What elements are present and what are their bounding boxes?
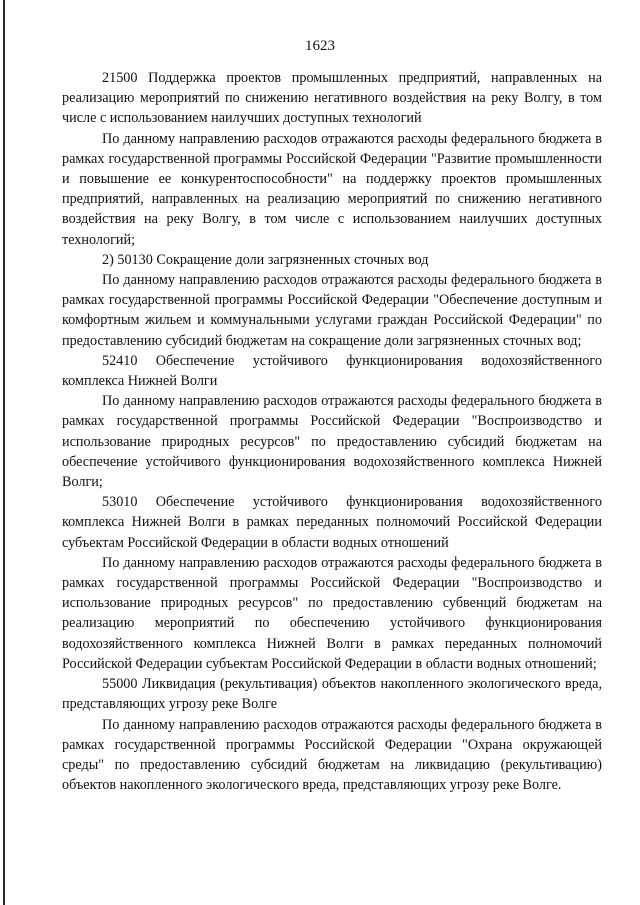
document-body (62, 68, 602, 795)
page-number: 1623 (305, 38, 335, 54)
paragraph-55000-heading: 55000 Ликвидация (рекультивация) объектов накопленного экологического вреда, представляющих угрозу реке Волге (62, 676, 602, 713)
paragraph-21500-description: По данному направлению расходов отражаются расходы федерального бюджета в рамках государственной программы Российской Федерации "Развитие промышленности и повышение ее конкурентоспособности" на поддержку проектов промышленных предприятий, направленных на реализацию мероприятий по снижению негативного воздействия на реку Волгу, в том числе с использованием наилучших доступных технологий; (62, 130, 602, 248)
scan-edge-line (3, 0, 5, 905)
paragraph-52410-heading: 52410 Обеспечение устойчивого функционирования водохозяйственного комплекса Нижней Волги (62, 352, 602, 390)
paragraph-21500-heading: 21500 Поддержка проектов промышленных предприятий, направленных на реализацию мероприятий по снижению негативного воздействия на реку Волгу, в том числе с использованием наилучших доступных технологий (62, 70, 602, 127)
paragraph-55000-description: По данному направлению расходов отражаются расходы федерального бюджета в рамках государственной программы Российской Федерации "Охрана окружающей среды" по предоставлению субсидий бюджетам на ликвидацию (рекультивацию) объектов накопленного экологического вреда, представляющих угрозу реке Волге. (62, 716, 602, 794)
paragraph-52410-description: По данному направлению расходов отражаются расходы федерального бюджета в рамках государственной программы Российской Федерации "Воспроизводство и использование природных ресурсов" по предоставлению субсидий бюджетам на обеспечение устойчивого функционирования водохозяйственного комплекса Нижней Волги; (62, 393, 602, 491)
paragraph-53010-description: По данному направлению расходов отражаются расходы федерального бюджета в рамках государственной программы Российской Федерации "Воспроизводство и использование природных ресурсов" по предоставлению субвенций бюджетам на реализацию мероприятий по обеспечению устойчивого функционирования водохозяйственного комплекса Нижней Волги в рамках переданных полномочий Российской Федерации субъектам Российской Федерации в области водных отношений; (62, 554, 602, 672)
paragraph-50130-description: По данному направлению расходов отражаются расходы федерального бюджета в рамках государственной программы Российской Федерации "Обеспечение доступным и комфортным жильем и коммунальными услугами граждан Российской Федерации" по предоставлению субсидий бюджетам на сокращение доли загрязненных сточных вод; (62, 272, 602, 349)
paragraph-50130-heading: 2) 50130 Сокращение доли загрязненных сточных вод (102, 251, 429, 268)
paragraph-53010-heading: 53010 Обеспечение устойчивого функционирования водохозяйственного комплекса Нижней Волги в рамках переданных полномочий Российской Федерации субъектам Российской Федерации в области водных отношений (62, 494, 602, 551)
